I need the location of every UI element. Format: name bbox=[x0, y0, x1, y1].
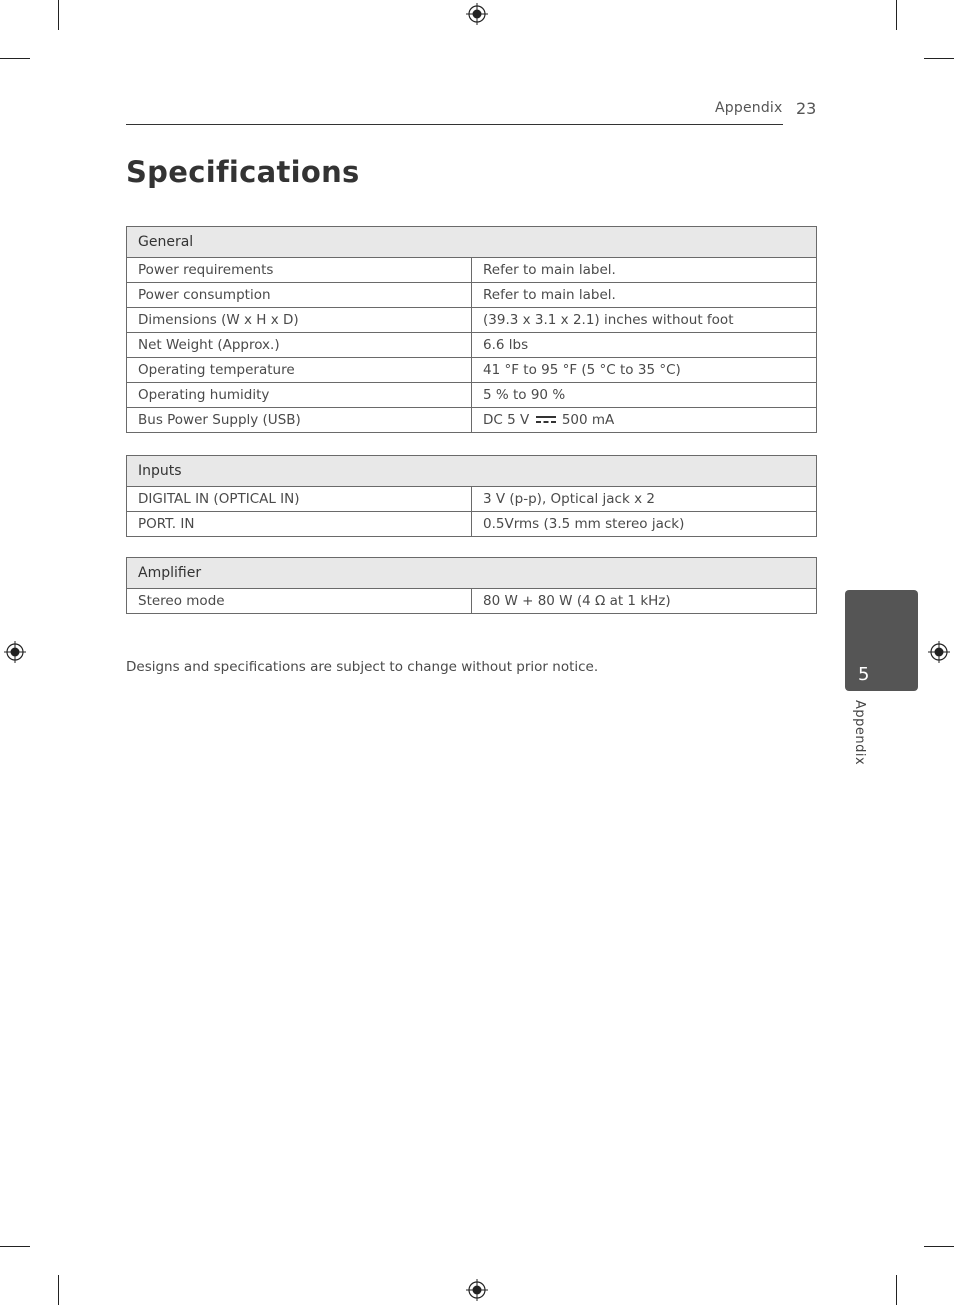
chapter-label: Appendix bbox=[852, 700, 867, 766]
dc-current-icon bbox=[536, 415, 556, 425]
header-section-title: Appendix bbox=[715, 100, 783, 116]
registration-mark-icon bbox=[928, 641, 950, 663]
table-row bbox=[127, 487, 817, 512]
header-divider bbox=[126, 124, 783, 125]
spec-label: Net Weight (Approx.) bbox=[127, 333, 472, 358]
table-row bbox=[127, 383, 817, 408]
crop-mark bbox=[924, 1246, 954, 1247]
amplifier-specs-table bbox=[126, 557, 817, 614]
crop-mark bbox=[58, 1275, 59, 1305]
spec-value: 5 % to 90 % bbox=[472, 383, 817, 408]
table-row bbox=[127, 408, 817, 433]
chapter-number: 5 bbox=[858, 664, 870, 685]
spec-value bbox=[472, 408, 817, 433]
spec-value: 41 °F to 95 °F (5 °C to 35 °C) bbox=[472, 358, 817, 383]
table-row bbox=[127, 333, 817, 358]
spec-value: Refer to main label. bbox=[472, 283, 817, 308]
crop-mark bbox=[58, 0, 59, 30]
spec-label: PORT. IN bbox=[127, 512, 472, 537]
table-row bbox=[127, 358, 817, 383]
general-specs-table bbox=[126, 226, 817, 433]
page-number: 23 bbox=[796, 99, 817, 118]
spec-value: Refer to main label. bbox=[472, 258, 817, 283]
table-row bbox=[127, 258, 817, 283]
table-row bbox=[127, 589, 817, 614]
table-row bbox=[127, 512, 817, 537]
spec-value: (39.3 x 3.1 x 2.1) inches without foot bbox=[472, 308, 817, 333]
table-heading: Amplifier bbox=[127, 558, 817, 589]
spec-label: Power requirements bbox=[127, 258, 472, 283]
value-prefix: DC 5 V bbox=[483, 412, 530, 428]
spec-label: DIGITAL IN (OPTICAL IN) bbox=[127, 487, 472, 512]
spec-label: Operating temperature bbox=[127, 358, 472, 383]
table-heading: General bbox=[127, 227, 817, 258]
spec-label: Stereo mode bbox=[127, 589, 472, 614]
crop-mark bbox=[924, 58, 954, 59]
spec-label: Bus Power Supply (USB) bbox=[127, 408, 472, 433]
spec-value: 80 W + 80 W (4 Ω at 1 kHz) bbox=[472, 589, 817, 614]
registration-mark-icon bbox=[4, 641, 26, 663]
table-heading: Inputs bbox=[127, 456, 817, 487]
crop-mark bbox=[896, 0, 897, 30]
spec-label: Power consumption bbox=[127, 283, 472, 308]
disclaimer-notice: Designs and specifications are subject to change without prior notice. bbox=[126, 659, 599, 675]
value-suffix: 500 mA bbox=[561, 412, 615, 428]
registration-mark-icon bbox=[466, 3, 488, 25]
spec-value: 3 V (p-p), Optical jack x 2 bbox=[472, 487, 817, 512]
table-row bbox=[127, 283, 817, 308]
crop-mark bbox=[0, 1246, 30, 1247]
spec-value: 6.6 lbs bbox=[472, 333, 817, 358]
page-title: Specifications bbox=[126, 155, 360, 189]
registration-mark-icon bbox=[466, 1279, 488, 1301]
table-row bbox=[127, 308, 817, 333]
spec-value: 0.5Vrms (3.5 mm stereo jack) bbox=[472, 512, 817, 537]
spec-label: Dimensions (W x H x D) bbox=[127, 308, 472, 333]
crop-mark bbox=[896, 1275, 897, 1305]
chapter-tab bbox=[845, 590, 918, 691]
inputs-specs-table bbox=[126, 455, 817, 537]
spec-label: Operating humidity bbox=[127, 383, 472, 408]
crop-mark bbox=[0, 58, 30, 59]
